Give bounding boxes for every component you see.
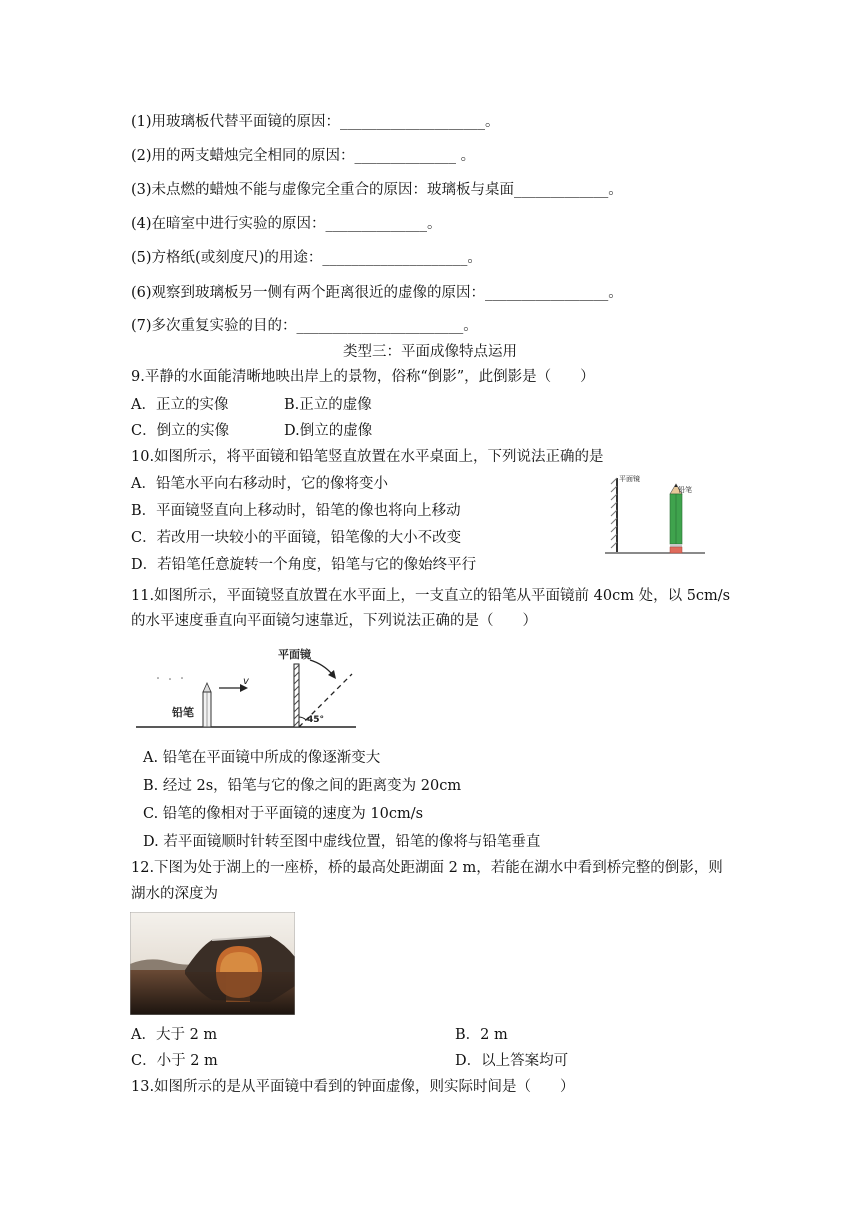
fill-in-question-6: (6)观察到玻璃板另一侧有两个距离很近的虚像的原因：_________________。 bbox=[131, 285, 623, 301]
question-9-option-c: C．倒立的实像 bbox=[131, 423, 230, 439]
question-11-stem-line2: 的水平速度垂直向平面镜匀速靠近，下列说法正确的是（ ） bbox=[131, 613, 537, 629]
fill-in-question-2: (2)用的两支蜡烛完全相同的原因：______________ 。 bbox=[131, 148, 476, 164]
question-11-mirror-label: 平面镜 bbox=[278, 648, 311, 661]
question-9-option-b: B.正立的虚像 bbox=[284, 397, 372, 413]
fill-in-question-1: (1)用玻璃板代替平面镜的原因：____________________。 bbox=[131, 114, 500, 130]
fill-in-question-7: (7)多次重复实验的目的：_______________________。 bbox=[131, 318, 478, 334]
question-11-angle-label: 45° bbox=[307, 715, 325, 725]
bridge-photo bbox=[130, 912, 295, 1015]
question-12-option-a: A．大于 2 m bbox=[131, 1027, 218, 1043]
fill-in-question-3: (3)未点燃的蜡烛不能与虚像完全重合的原因：玻璃板与桌面_____________。 bbox=[131, 182, 623, 198]
question-9-stem: 9.平静的水面能清晰地映出岸上的景物，俗称“倒影”，此倒影是（ ） bbox=[131, 369, 595, 385]
fill-in-question-5: (5)方格纸(或刻度尺)的用途：____________________。 bbox=[131, 250, 482, 266]
question-12-stem-line1: 12.下图为处于湖上的一座桥，桥的最高处距湖面 2 m，若能在湖水中看到桥完整的倒影，则 bbox=[131, 860, 723, 876]
question-10-option-b: B．平面镜竖直向上移动时，铅笔的像也将向上移动 bbox=[131, 503, 461, 519]
question-12-option-d: D．以上答案均可 bbox=[455, 1053, 569, 1069]
question-10-pencil-label: 铅笔 bbox=[678, 486, 692, 494]
question-9-option-d: D.倒立的虚像 bbox=[284, 423, 373, 439]
question-12-option-b: B．2 m bbox=[455, 1027, 508, 1043]
question-11-figure bbox=[130, 640, 370, 735]
question-11-velocity-label: v bbox=[243, 676, 249, 687]
question-11-pencil-label: 铅笔 bbox=[172, 706, 194, 719]
section-title: 类型三：平面成像特点运用 bbox=[343, 344, 517, 360]
question-10-option-c: C．若改用一块较小的平面镜，铅笔像的大小不改变 bbox=[131, 530, 462, 546]
question-10-option-a: A．铅笔水平向右移动时，它的像将变小 bbox=[131, 476, 388, 492]
question-11-option-a: A. 铅笔在平面镜中所成的像逐渐变大 bbox=[143, 750, 381, 766]
question-10-stem: 10.如图所示，将平面镜和铅笔竖直放置在水平桌面上，下列说法正确的是 bbox=[131, 449, 604, 465]
question-12-option-c: C．小于 2 m bbox=[131, 1053, 218, 1069]
question-12-stem-line2: 湖水的深度为 bbox=[131, 886, 218, 902]
fill-in-question-4: (4)在暗室中进行实验的原因：______________。 bbox=[131, 216, 442, 232]
question-10-figure bbox=[600, 470, 710, 560]
question-10-option-d: D．若铅笔任意旋转一个角度，铅笔与它的像始终平行 bbox=[131, 557, 477, 573]
question-10-mirror-label: 平面镜 bbox=[619, 475, 640, 483]
question-13-stem: 13.如图所示的是从平面镜中看到的钟面虚像，则实际时间是（ ） bbox=[131, 1079, 575, 1095]
question-11-option-c: C. 铅笔的像相对于平面镜的速度为 10cm/s bbox=[143, 806, 424, 822]
question-9-option-a: A．正立的实像 bbox=[131, 397, 229, 413]
question-11-option-b: B. 经过 2s，铅笔与它的像之间的距离变为 20cm bbox=[143, 778, 462, 794]
question-11-stem-line1: 11.如图所示，平面镜竖直放置在水平面上，一支直立的铅笔从平面镜前 40cm 处，以 5cm/s bbox=[131, 588, 731, 604]
question-11-option-d: D. 若平面镜顺时针转至图中虚线位置，铅笔的像将与铅笔垂直 bbox=[143, 834, 541, 850]
